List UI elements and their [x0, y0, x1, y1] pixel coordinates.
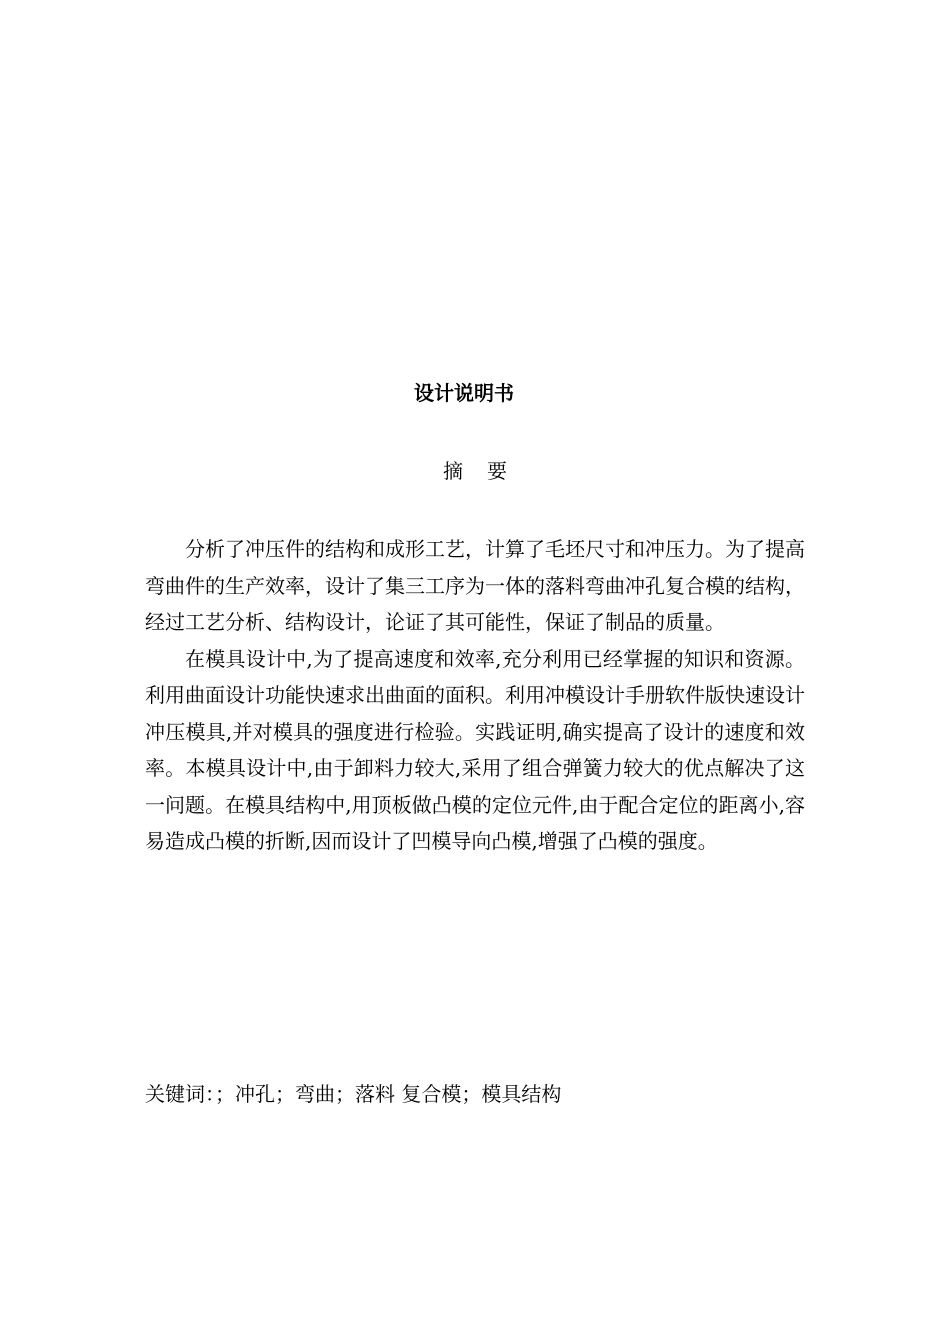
abstract-heading: 摘要	[443, 459, 531, 483]
abstract-paragraph-2: 在模具设计中,为了提高速度和效率,充分利用已经掌握的知识和资源。利用曲面设计功能快速求出曲面的面积。利用冲模设计手册软件版快速设计冲压模具,并对模具的强度进行检验。实践证明,确实提高了设计的速度和效率。本模具设计中,由于卸料力较大,采用了组合弹簧力较大的优点解决了这一问题。在模具结构中,用顶板做凸模的定位元件,由于配合定位的距离小,容易造成凸模的折断,因而设计了凹模导向凸模,增强了凸模的强度。	[145, 646, 805, 853]
keywords-line: 关键词：；冲孔；弯曲；落料 复合模；模具结构	[145, 1082, 562, 1106]
document-title: 设计说明书	[414, 381, 514, 405]
abstract-paragraph-1: 分析了冲压件的结构和成形工艺，计算了毛坯尺寸和冲压力。为了提高弯曲件的生产效率，设计了集三工序为一体的落料弯曲冲孔复合模的结构，经过工艺分析、结构设计，论证了其可能性，保证了制品的质量。	[145, 537, 805, 634]
abstract-body	[145, 531, 805, 860]
